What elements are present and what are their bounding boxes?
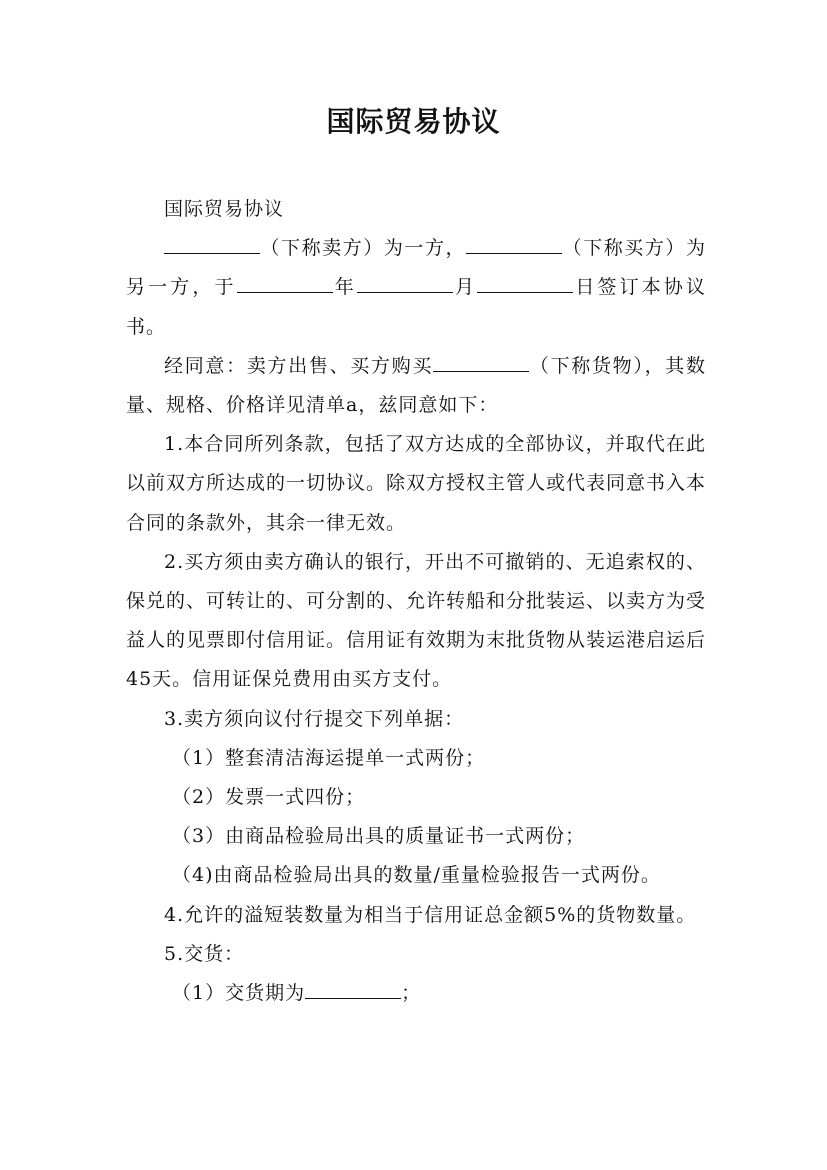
paragraph: （下称卖方）为一方， （下称买方）为另一方，于 年 月 日签订本协议书。 bbox=[126, 237, 706, 338]
fill-in-blank bbox=[466, 235, 562, 254]
paragraph: 5.交货： bbox=[164, 942, 245, 965]
fill-in-blank bbox=[357, 274, 453, 293]
paragraph: 3.卖方须向议付行提交下列单据： bbox=[164, 707, 465, 730]
list-item: （4)由商品检验局出具的数量/重量检验报告一式两份。 bbox=[172, 864, 661, 887]
list-item: （1）交货期为 ； bbox=[172, 982, 422, 1005]
fill-in-blank bbox=[433, 353, 529, 372]
paragraph: 4.允许的溢短装数量为相当于信用证总金额5%的货物数量。 bbox=[164, 903, 697, 926]
fill-in-blank bbox=[477, 274, 573, 293]
fill-in-blank bbox=[305, 980, 401, 999]
document-title: 国际贸易协议 bbox=[326, 105, 501, 138]
paragraph: 2.买方须由卖方确认的银行，开出不可撤销的、无追索权的、保兑的、可转让的、可分割的、允许转船和分批装运、以卖方为受益人的见票即付信用证。信用证有效期为末批货物从装运港启运后45天。信用证保兑费用由买方支付。 bbox=[126, 550, 707, 691]
list-item: （1）整套清洁海运提单一式两份； bbox=[172, 746, 486, 769]
document-body bbox=[126, 190, 706, 1013]
list-item: （2）发票一式四份； bbox=[172, 786, 366, 809]
fill-in-blank bbox=[164, 235, 260, 254]
list-item: （3）由商品检验局出具的质量证书一式两份； bbox=[172, 825, 586, 848]
paragraph: 经同意：卖方出售、买方购买 （下称货物），其数量、规格、价格详见清单a，兹同意如下： bbox=[126, 354, 706, 417]
fill-in-blank bbox=[237, 274, 333, 293]
paragraph: 国际贸易协议 bbox=[164, 198, 285, 220]
paragraph: 1.本合同所列条款，包括了双方达成的全部协议，并取代在此以前双方所达成的一切协议。除双方授权主管人或代表同意书入本合同的条款外，其余一律无效。 bbox=[126, 433, 707, 534]
